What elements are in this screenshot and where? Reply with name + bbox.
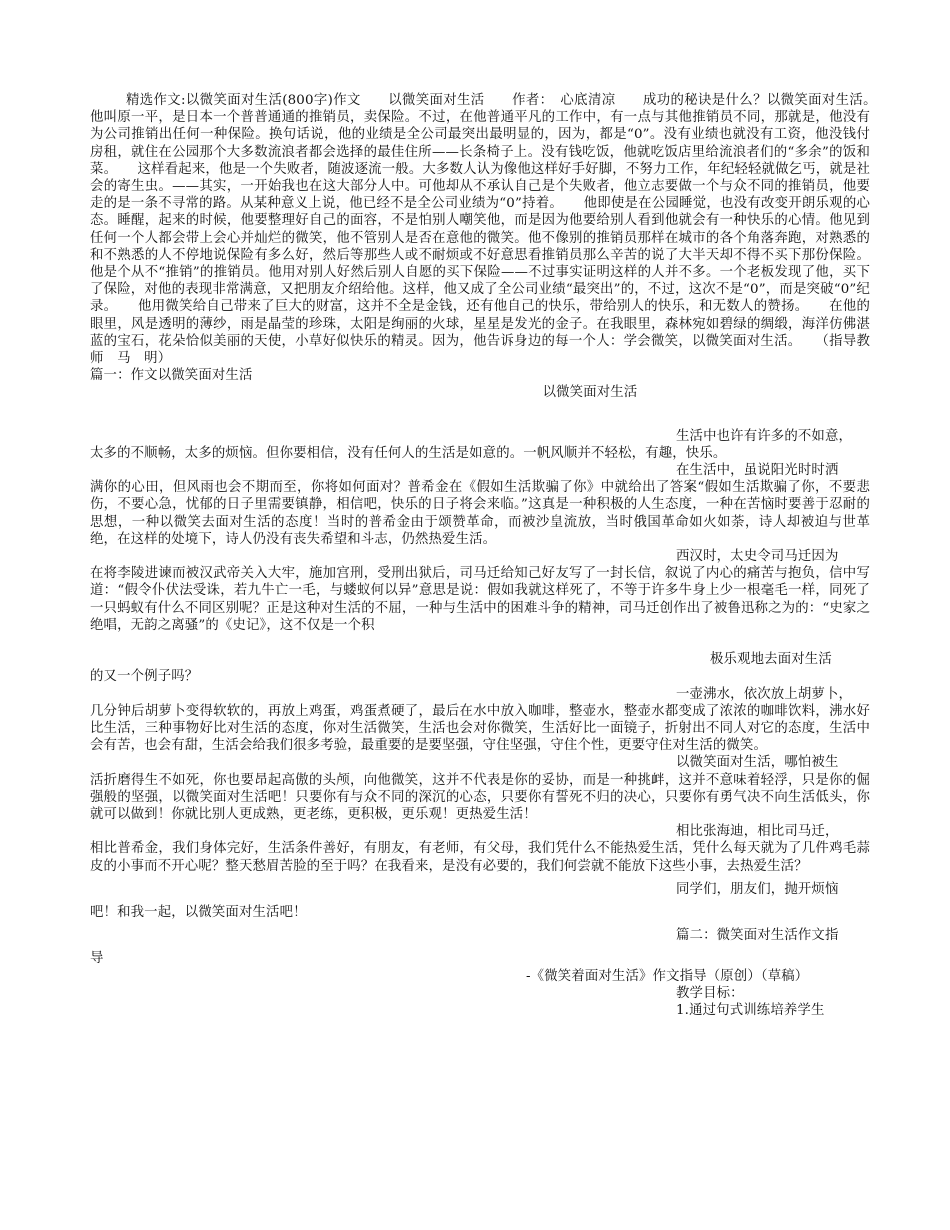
teaching-goals-label: 教学目标：: [676, 985, 744, 1001]
s1-p1-body: 太多的不顺畅，太多的烦恼。但你要相信，没有任何人的生活是如意的。一帆风顺并不轻松，有趣，快乐。: [90, 445, 727, 461]
teaching-goal-1: 1.通过句式训练培养学生: [676, 1002, 825, 1018]
document-page: [90, 92, 898, 1019]
s1-p5-body: 活折磨得生不如死，你也要昂起高傲的头颅，向他微笑，这并不代表是你的妥协，而是一种挑衅，这并不意味着轻浮，只是你的倔强般的坚强，以微笑面对生活吧！只要你有与众不同的深沉的心态，只要你有誓死不归的决心，只要你有勇气决不向生活低头，你就可以做到！你就比别人更成熟，更老练，更积极，更乐观！更热爱生活！: [90, 772, 870, 822]
s1-p4-body: 几分钟后胡萝卜变得软软的，再放上鸡蛋，鸡蛋煮硬了，最后在水中放入咖啡，整壶水，整壶水都变成了浓浓的咖啡饮料，沸水好比生活，三种事物好比对生活的态度，你对生活微笑，生活也会对你微笑，生活好比一面镜子，折射出不同人对它的态度，生活中会有苦，也会有甜，生活会给我们很多考验，最重要的是要坚强，守住坚强，守住个性，更要守住对生活的微笑。: [90, 703, 870, 754]
section2-heading-rest: 导: [90, 951, 104, 967]
s1-p3-lead2: 极乐观地去面对生活: [710, 652, 832, 668]
s1-p3-body2: 的又一个例子吗？: [90, 669, 199, 685]
s1-p7-body: 吧！和我一起，以微笑面对生活吧！: [90, 904, 307, 920]
s1-p6-body: 相比普希金，我们身体完好，生活条件善好，有朋友，有老师，有父母，我们凭什么不能热爱生活，凭什么每天就为了几件鸡毛蒜皮的小事而不开心呢？整天愁眉苦脸的至于吗？在我看来，是没有必要的，我们何尝就不能放下这些小事，去热爱生活？: [90, 841, 870, 874]
section1-title: 以微笑面对生活: [542, 385, 638, 401]
s1-p7-lead: 同学们，朋友们，抛开烦恼: [676, 881, 839, 897]
s1-p2-body: 满你的心田，但风雨也会不期而至，你将如何面对？普希金在《假如生活欺骗了你》中就给出了答案“假如生活欺骗了你，不要悲伤，不要心急，忧郁的日子里需要镇静，相信吧，快乐的日子将会来临。”这真是一种积极的人生态度，一种在苦恼时要善于忍耐的思想，一种以微笑去面对生活的态度！当时的普希金由于颂赞革命，而被沙皇流放，当时俄国革命如火如荼，诗人却被迫与世革绝，在这样的处境下，诗人仍没有丧失希望和斗志，仍然热爱生活。: [90, 480, 870, 547]
intro-article: 精选作文:以微笑面对生活(800字)作文 以微笑面对生活 作者： 心底清凉 成功的秘诀是什么？以微笑面对生活。 他叫原一平，是日本一个普普通通的推销员，卖保险。不过，在他普通平凡的工作中，有一点与其他推销员不同，那就是，他没有为公司推销出任何一种保险。换句话说，他的业绩是全公司最突出最明显的，因为，都是“0”。没有业绩也就没有工资，他没钱付房租，就住在公园那个大多数流浪者都会选择的最佳住所——长条椅子上。没有钱吃饭，他就吃饭店里给流浪者们的“多余”的饭和菜。 这样看起来，他是一个失败者，随波逐流一般。大多数人认为像他这样好手好脚，不努力工作，年纪轻轻就做乞丐，就是社会的寄生虫。——其实，一开始我也在这大部分人中。可他却从不承认自己是个失败者，他立志要做一个与众不同的推销员，他要走的是一条不寻常的路。从某种意义上说，他已经不是全公司业绩为“0”持着。 他即使是在公园睡觉，也没有改变开朗乐观的心态。睡醒，起来的时候，他要整理好自己的面容，不是怕别人嘲笑他，而是因为他要给别人看到他就会有一种快乐的心情。他见到任何一个人都会带上会心并灿烂的微笑，他不管别人是否在意他的微笑。他不像别的推销员那样在城市的各个角落奔跑，对熟悉的和不熟悉的人不停地说保险有多么好，然后等那些人或不耐烦或不好意思看推销员那么辛苦的说了大半天却不得不买下那份保险。他是个从不“推销”的推销员。他用对别人好然后别人自愿的买下保险——不过事实证明这样的人并不多。一个老板发现了他，买下了保险，对他的表现非常满意，又把朋友介绍给他。这样，他又成了全公司业绩“最突出”的，不过，这次不是“0”，而是突破“0”纪录。 他用微笑给自己带来了巨大的财富，这并不全是金钱，还有他自己的快乐，带给别人的快乐，和无数人的赞扬。 在他的眼里，风是透明的薄纱，雨是晶莹的珍珠，太阳是绚丽的火球，星星是发光的金子。在我眼里，森林宛如碧绿的绸缎，海洋仿佛湛蓝的宝石，花朵恰似美丽的天使，小草好似快乐的精灵。因为，他告诉身边的每一个人：学会微笑，以微笑面对生活。 （指导教师 马 明）: [90, 93, 898, 367]
section2-heading-lead: 篇二：微笑面对生活作文指: [676, 928, 839, 944]
s1-p1-lead: 生活中也许有许多的不如意，: [676, 428, 853, 444]
s1-p6-lead: 相比张海迪，相比司马迁，: [676, 824, 839, 840]
s1-p2-lead: 在生活中，虽说阳光时时洒: [676, 463, 839, 479]
s1-p3-body: 在将李陵进谏而被汉武帝关入大牢，施加宫刑，受刑出狱后，司马迁给知己好友写了一封长信，叙说了内心的痛苦与抱负，信中写道：“假令仆伏法受诛，若九牛亡一毛，与蝼蚁何以异”意思是说：假如我就这样死了，不等于许多牛身上少一根毫毛一样，同死了一只蚂蚁有什么不同区别呢？正是这种对生活的不屈，一种与生活中的困难斗争的精神，司马迁创作出了被鲁迅称之为的：“史家之绝唱，无韵之离骚”的《史记》，这不仅是一个积: [90, 566, 870, 633]
s1-p4-lead: 一壶沸水，依次放上胡萝卜，: [676, 686, 853, 702]
s1-p5-lead: 以微笑面对生活，哪怕被生: [676, 755, 839, 771]
section1-heading: 篇一：作文以微笑面对生活: [90, 368, 253, 384]
spacer: [90, 402, 870, 428]
s1-p3-lead: 西汉时，太史令司马迁因为: [676, 549, 839, 565]
spacer: [90, 634, 870, 651]
section2-subtitle: -《微笑着面对生活》作文指导（原创）（草稿）: [526, 968, 809, 984]
